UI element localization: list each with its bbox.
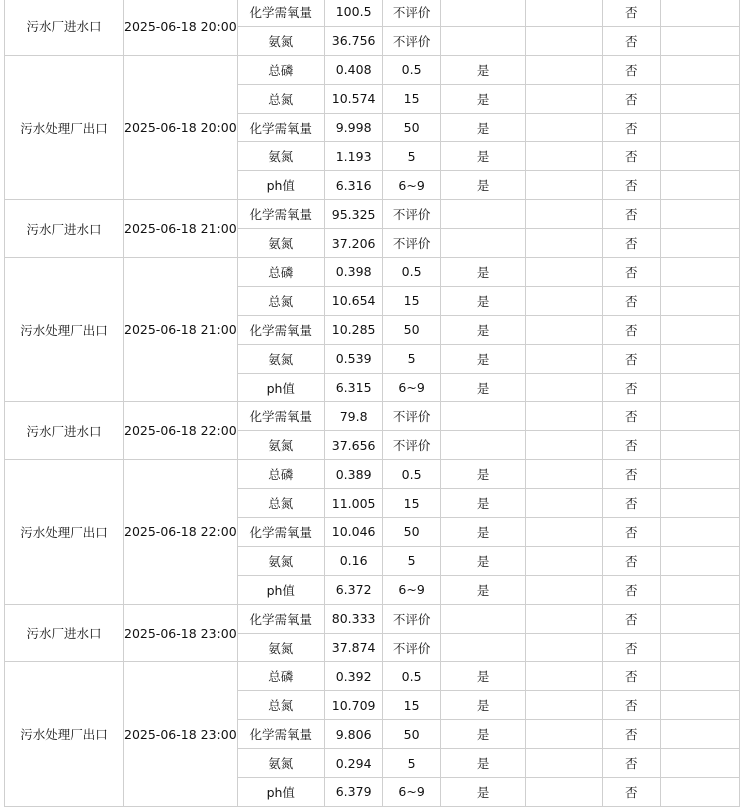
table-row (5, 258, 740, 287)
value-cell: 10.654 (324, 286, 383, 315)
exceed-cell: 否 (602, 431, 660, 460)
value-cell: 100.5 (324, 0, 383, 26)
exceed-cell: 否 (602, 691, 660, 720)
blank-cell (526, 0, 603, 26)
blank-cell (660, 518, 739, 547)
blank-cell (526, 142, 603, 171)
compliance-cell: 是 (440, 315, 526, 344)
exceed-cell: 否 (602, 200, 660, 229)
compliance-cell: 是 (440, 691, 526, 720)
limit-cell: 6~9 (383, 778, 440, 807)
compliance-cell: 是 (440, 113, 526, 142)
value-cell: 10.285 (324, 315, 383, 344)
blank-cell (526, 575, 603, 604)
compliance-cell: 是 (440, 142, 526, 171)
limit-cell: 0.5 (383, 662, 440, 691)
value-cell: 6.315 (324, 373, 383, 402)
time-cell: 2025-06-18 22:00 (124, 402, 238, 460)
blank-cell (660, 113, 739, 142)
limit-cell: 5 (383, 546, 440, 575)
value-cell: 6.372 (324, 575, 383, 604)
value-cell: 0.294 (324, 749, 383, 778)
blank-cell (660, 171, 739, 200)
blank-cell (526, 344, 603, 373)
table-row (5, 662, 740, 691)
exceed-cell: 否 (602, 402, 660, 431)
exceed-cell: 否 (602, 344, 660, 373)
blank-cell (660, 604, 739, 633)
limit-cell: 不评价 (383, 0, 440, 26)
exceed-cell: 否 (602, 171, 660, 200)
exceed-cell: 否 (602, 604, 660, 633)
site-cell: 污水处理厂出口 (5, 258, 124, 402)
indicator-cell: ph值 (237, 373, 324, 402)
indicator-cell: 化学需氧量 (237, 0, 324, 26)
blank-cell (526, 315, 603, 344)
limit-cell: 15 (383, 489, 440, 518)
blank-cell (660, 200, 739, 229)
blank-cell (660, 778, 739, 807)
blank-cell (660, 142, 739, 171)
limit-cell: 6~9 (383, 575, 440, 604)
table-body (5, 0, 740, 806)
blank-cell (660, 662, 739, 691)
limit-cell: 不评价 (383, 26, 440, 55)
blank-cell (526, 546, 603, 575)
limit-cell: 15 (383, 286, 440, 315)
exceed-cell: 否 (602, 749, 660, 778)
blank-cell (526, 431, 603, 460)
limit-cell: 5 (383, 749, 440, 778)
blank-cell (660, 460, 739, 489)
indicator-cell: 总磷 (237, 55, 324, 84)
limit-cell: 6~9 (383, 373, 440, 402)
exceed-cell: 否 (602, 55, 660, 84)
site-cell: 污水厂进水口 (5, 200, 124, 258)
limit-cell: 不评价 (383, 633, 440, 662)
indicator-cell: ph值 (237, 575, 324, 604)
table-row (5, 460, 740, 489)
compliance-cell (440, 0, 526, 26)
blank-cell (660, 546, 739, 575)
value-cell: 10.574 (324, 84, 383, 113)
compliance-cell: 是 (440, 344, 526, 373)
indicator-cell: ph值 (237, 778, 324, 807)
exceed-cell: 否 (602, 26, 660, 55)
indicator-cell: 氨氮 (237, 344, 324, 373)
exceed-cell: 否 (602, 720, 660, 749)
blank-cell (660, 229, 739, 258)
value-cell: 11.005 (324, 489, 383, 518)
blank-cell (660, 489, 739, 518)
compliance-cell (440, 604, 526, 633)
site-cell: 污水处理厂出口 (5, 55, 124, 199)
compliance-cell: 是 (440, 575, 526, 604)
blank-cell (660, 84, 739, 113)
value-cell: 6.379 (324, 778, 383, 807)
value-cell: 0.392 (324, 662, 383, 691)
exceed-cell: 否 (602, 575, 660, 604)
blank-cell (660, 0, 739, 26)
exceed-cell: 否 (602, 546, 660, 575)
indicator-cell: 化学需氧量 (237, 200, 324, 229)
blank-cell (660, 286, 739, 315)
blank-cell (526, 662, 603, 691)
indicator-cell: 氨氮 (237, 546, 324, 575)
limit-cell: 50 (383, 518, 440, 547)
table-row (5, 604, 740, 633)
blank-cell (660, 749, 739, 778)
indicator-cell: 氨氮 (237, 26, 324, 55)
blank-cell (526, 778, 603, 807)
blank-cell (526, 200, 603, 229)
compliance-cell: 是 (440, 84, 526, 113)
exceed-cell: 否 (602, 142, 660, 171)
indicator-cell: 总磷 (237, 460, 324, 489)
exceed-cell: 否 (602, 258, 660, 287)
exceed-cell: 否 (602, 489, 660, 518)
compliance-cell: 是 (440, 171, 526, 200)
blank-cell (526, 489, 603, 518)
blank-cell (660, 315, 739, 344)
value-cell: 80.333 (324, 604, 383, 633)
value-cell: 10.046 (324, 518, 383, 547)
compliance-cell (440, 402, 526, 431)
limit-cell: 不评价 (383, 431, 440, 460)
limit-cell: 不评价 (383, 604, 440, 633)
time-cell: 2025-06-18 20:00 (124, 0, 238, 55)
time-cell: 2025-06-18 21:00 (124, 200, 238, 258)
indicator-cell: 总氮 (237, 691, 324, 720)
limit-cell: 0.5 (383, 55, 440, 84)
compliance-cell (440, 229, 526, 258)
table-row (5, 200, 740, 229)
value-cell: 0.16 (324, 546, 383, 575)
table-row (5, 0, 740, 26)
site-cell: 污水处理厂出口 (5, 460, 124, 604)
indicator-cell: 化学需氧量 (237, 518, 324, 547)
limit-cell: 5 (383, 344, 440, 373)
blank-cell (526, 113, 603, 142)
blank-cell (526, 373, 603, 402)
time-cell: 2025-06-18 23:00 (124, 604, 238, 662)
limit-cell: 6~9 (383, 171, 440, 200)
blank-cell (526, 749, 603, 778)
blank-cell (526, 518, 603, 547)
value-cell: 95.325 (324, 200, 383, 229)
value-cell: 0.389 (324, 460, 383, 489)
compliance-cell: 是 (440, 662, 526, 691)
value-cell: 36.756 (324, 26, 383, 55)
exceed-cell: 否 (602, 113, 660, 142)
blank-cell (660, 258, 739, 287)
limit-cell: 不评价 (383, 402, 440, 431)
limit-cell: 50 (383, 720, 440, 749)
exceed-cell: 否 (602, 460, 660, 489)
limit-cell: 5 (383, 142, 440, 171)
compliance-cell (440, 633, 526, 662)
table-row (5, 402, 740, 431)
limit-cell: 50 (383, 315, 440, 344)
blank-cell (526, 633, 603, 662)
limit-cell: 0.5 (383, 460, 440, 489)
blank-cell (660, 55, 739, 84)
value-cell: 1.193 (324, 142, 383, 171)
indicator-cell: 总氮 (237, 286, 324, 315)
indicator-cell: 总磷 (237, 662, 324, 691)
compliance-cell: 是 (440, 373, 526, 402)
compliance-cell (440, 200, 526, 229)
indicator-cell: 氨氮 (237, 431, 324, 460)
blank-cell (526, 258, 603, 287)
value-cell: 0.408 (324, 55, 383, 84)
exceed-cell: 否 (602, 0, 660, 26)
compliance-cell: 是 (440, 518, 526, 547)
exceed-cell: 否 (602, 229, 660, 258)
indicator-cell: 氨氮 (237, 229, 324, 258)
compliance-cell: 是 (440, 778, 526, 807)
value-cell: 0.539 (324, 344, 383, 373)
site-cell: 污水厂进水口 (5, 0, 124, 55)
indicator-cell: 总磷 (237, 258, 324, 287)
blank-cell (526, 55, 603, 84)
compliance-cell: 是 (440, 489, 526, 518)
blank-cell (660, 431, 739, 460)
time-cell: 2025-06-18 22:00 (124, 460, 238, 604)
site-cell: 污水处理厂出口 (5, 662, 124, 806)
time-cell: 2025-06-18 23:00 (124, 662, 238, 806)
blank-cell (526, 402, 603, 431)
indicator-cell: 氨氮 (237, 633, 324, 662)
compliance-cell: 是 (440, 258, 526, 287)
indicator-cell: 化学需氧量 (237, 315, 324, 344)
time-cell: 2025-06-18 20:00 (124, 55, 238, 199)
exceed-cell: 否 (602, 84, 660, 113)
blank-cell (526, 286, 603, 315)
blank-cell (660, 633, 739, 662)
blank-cell (526, 604, 603, 633)
blank-cell (526, 26, 603, 55)
blank-cell (526, 229, 603, 258)
exceed-cell: 否 (602, 315, 660, 344)
indicator-cell: 化学需氧量 (237, 720, 324, 749)
compliance-cell: 是 (440, 720, 526, 749)
compliance-cell: 是 (440, 286, 526, 315)
blank-cell (660, 720, 739, 749)
compliance-cell (440, 431, 526, 460)
limit-cell: 0.5 (383, 258, 440, 287)
exceed-cell: 否 (602, 662, 660, 691)
compliance-cell: 是 (440, 55, 526, 84)
exceed-cell: 否 (602, 778, 660, 807)
blank-cell (660, 691, 739, 720)
indicator-cell: 氨氮 (237, 749, 324, 778)
time-cell: 2025-06-18 21:00 (124, 258, 238, 402)
limit-cell: 15 (383, 691, 440, 720)
indicator-cell: 总氮 (237, 489, 324, 518)
blank-cell (526, 720, 603, 749)
blank-cell (526, 84, 603, 113)
table-row (5, 55, 740, 84)
exceed-cell: 否 (602, 633, 660, 662)
value-cell: 37.656 (324, 431, 383, 460)
blank-cell (660, 344, 739, 373)
limit-cell: 不评价 (383, 200, 440, 229)
limit-cell: 50 (383, 113, 440, 142)
compliance-cell: 是 (440, 546, 526, 575)
value-cell: 0.398 (324, 258, 383, 287)
indicator-cell: 化学需氧量 (237, 113, 324, 142)
blank-cell (660, 373, 739, 402)
compliance-cell: 是 (440, 460, 526, 489)
value-cell: 10.709 (324, 691, 383, 720)
blank-cell (526, 460, 603, 489)
blank-cell (660, 402, 739, 431)
value-cell: 9.806 (324, 720, 383, 749)
monitoring-data-table (4, 0, 740, 807)
blank-cell (660, 575, 739, 604)
indicator-cell: ph值 (237, 171, 324, 200)
indicator-cell: 化学需氧量 (237, 604, 324, 633)
exceed-cell: 否 (602, 518, 660, 547)
site-cell: 污水厂进水口 (5, 604, 124, 662)
value-cell: 79.8 (324, 402, 383, 431)
limit-cell: 不评价 (383, 229, 440, 258)
compliance-cell: 是 (440, 749, 526, 778)
blank-cell (526, 691, 603, 720)
value-cell: 9.998 (324, 113, 383, 142)
value-cell: 6.316 (324, 171, 383, 200)
limit-cell: 15 (383, 84, 440, 113)
value-cell: 37.206 (324, 229, 383, 258)
indicator-cell: 化学需氧量 (237, 402, 324, 431)
exceed-cell: 否 (602, 286, 660, 315)
indicator-cell: 氨氮 (237, 142, 324, 171)
exceed-cell: 否 (602, 373, 660, 402)
compliance-cell (440, 26, 526, 55)
blank-cell (660, 26, 739, 55)
indicator-cell: 总氮 (237, 84, 324, 113)
site-cell: 污水厂进水口 (5, 402, 124, 460)
value-cell: 37.874 (324, 633, 383, 662)
blank-cell (526, 171, 603, 200)
